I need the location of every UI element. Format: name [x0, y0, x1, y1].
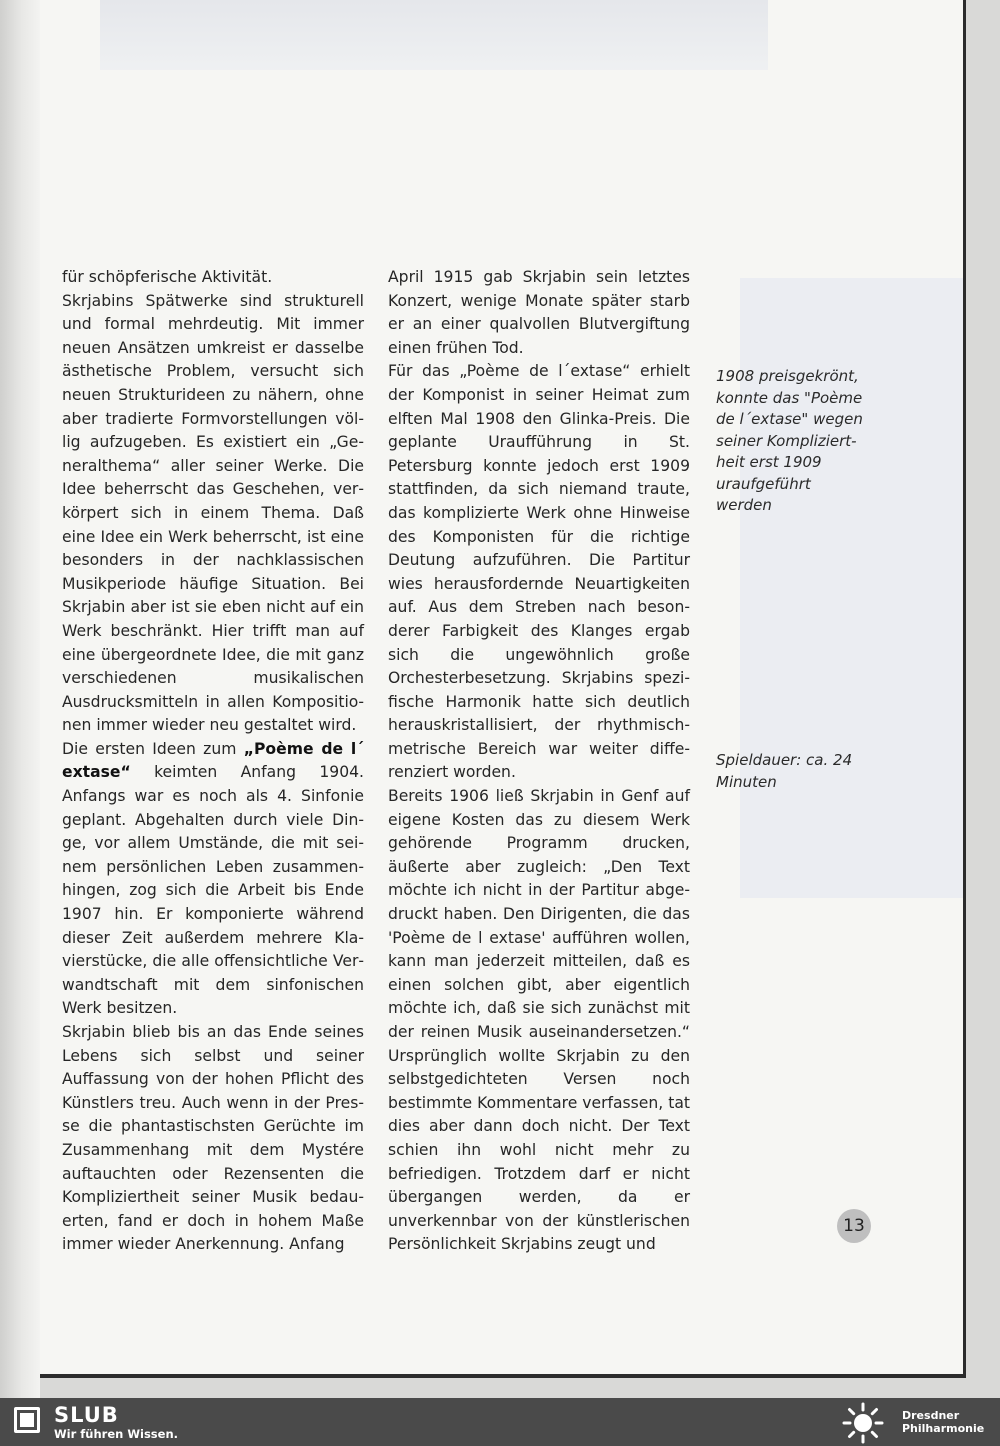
middle-text-column [388, 266, 690, 1257]
paragraph-title-mention [62, 738, 364, 1021]
slub-logo-icon [14, 1407, 40, 1433]
library-name: SLUB [54, 1403, 119, 1427]
philharmonie-sun-icon [842, 1402, 884, 1444]
page-number: 13 [837, 1209, 871, 1243]
text-run: Die ersten Ideen zum [62, 739, 244, 758]
paragraph: Skrjabin blieb bis an das Ende seines Lebens sich selbst und seiner Auffassung von der hohen Pflicht des Künstlers treu. Auch wenn in der Presse die phantastischsten Gerüchte im Zusammenhang mit dem Mystére auftauchten oder Rezensenten die Kompliziertheit seiner Musik bedauerten, fand er doch in hohem Maße immer wieder Anerkennung. Anfang [62, 1023, 364, 1254]
work-title: „Poème de l´ extase“ [62, 739, 364, 782]
partner-name-line1: Dresdner [902, 1409, 960, 1422]
paragraph: Für das „Poème de l´extase“ erhielt der Komponist in seiner Heimat zum elften Mal 1908 den Glinka-Preis. Die geplante Uraufführung in St. Petersburg konnte jedoch erst 1909 stattfinden, da sich niemand traute, das komplizierte Werk ohne Hinweise des Komponisten für die richtige Deutung aufzuführen. Die Partitur wies herausfordernde Neuartigkeiten auf. Aus dem Streben nach besonderer Farbigkeit des Klanges ergab sich die ungewöhnlich große Orchesterbesetzung. Skrjabins spezifische Harmonik hatte sich deutlich herauskristallisiert, der rhythmisch-metrische Bereich war weiter differenziert worden. [388, 362, 690, 782]
library-slogan: Wir führen Wissen. [54, 1427, 179, 1441]
paragraph: Skrjabins Spätwerke sind strukturell und formal mehrdeutig. Mit immer neuen Ansätzen umkreist er dasselbe ästhetische Problem, versucht sich neuen Strukturideen zu nähern, ohne aber tradierte Formvorstellungen völlig aufzugeben. Es existiert ein „Generalthema“ aller seiner Werke. Die Idee beherrscht das Geschehen, verkörpert sich in einem Thema. Daß eine Idee ein Werk beherrscht, ist eine besonders in der nachklassischen Musikperiode häufige Situation. Bei Skrjabin aber ist sie eben nicht auf ein Werk beschränkt. Hier trifft man auf eine übergeordnete Idee, die mit ganz verschiedenen musikalischen Ausdrucksmitteln in allen Kompositionen immer wieder neu gestaltet wird. [62, 291, 364, 735]
paragraph: Bereits 1906 ließ Skrjabin in Genf auf eigene Kosten das zu diesem Werk gehörende Programm drucken, äußerte aber zugleich: „Den Text möchte ich nicht in der Partitur abgedruckt haben. Den Dirigenten, die das 'Poème de l extase' aufführen wollen, kann man jederzeit mitteilen, daß es einen solchen gibt, aber eigentlich möchte ich, daß sie sich zunächst mit der reinen Musik auseinandersetzen.“ Ursprünglich wollte Skrjabin zu den selbstgedichteten Versen noch bestimmte Kommentare verfassen, tat dies aber dann doch nicht. Der Text schien ihn wohl nicht mehr zu befriedigen. Trotzdem darf er nicht übergangen werden, da er unverkennbar von der künstlerischen Persönlichkeit Skrjabins zeugt und [388, 787, 690, 1254]
left-text-column [62, 266, 364, 1257]
partner-name-line2: Philharmonie [902, 1422, 985, 1435]
binding-edge [0, 0, 40, 1398]
text-run: keimten Anfang 1904. Anfangs war es noch als 4. Sinfonie geplant. Abgehalten durch viele Dinge, vor allem Umstände, die mit seinem persönlichen Leben zusammenhingen, zog sich die Arbeit bis Ende 1907 hin. Er komponierte während dieser Zeit außerdem mehrere Klavierstücke, die alle offensichtliche Verwandtschaft mit dem sinfonischen Werk besitzen. [62, 763, 364, 1018]
paragraph: für schöpferische Aktivität. [62, 268, 273, 286]
sidebar-note-award: 1908 preisgekrönt, konnte das "Poème de l´extase" wegen seiner Kompliziertheit erst 1909 uraufgeführt werden [716, 367, 863, 514]
partner-name [902, 1409, 998, 1435]
paragraph: April 1915 gab Skrjabin sein letztes Konzert, wenige Monate später starb er an einer qualvollen Blutvergiftung einen frühen Tod. [388, 268, 690, 357]
bleed-through-header [100, 0, 768, 70]
viewer-footer [0, 1398, 1000, 1446]
sidebar-note-duration: Spieldauer: ca. 24 Minuten [716, 751, 853, 791]
